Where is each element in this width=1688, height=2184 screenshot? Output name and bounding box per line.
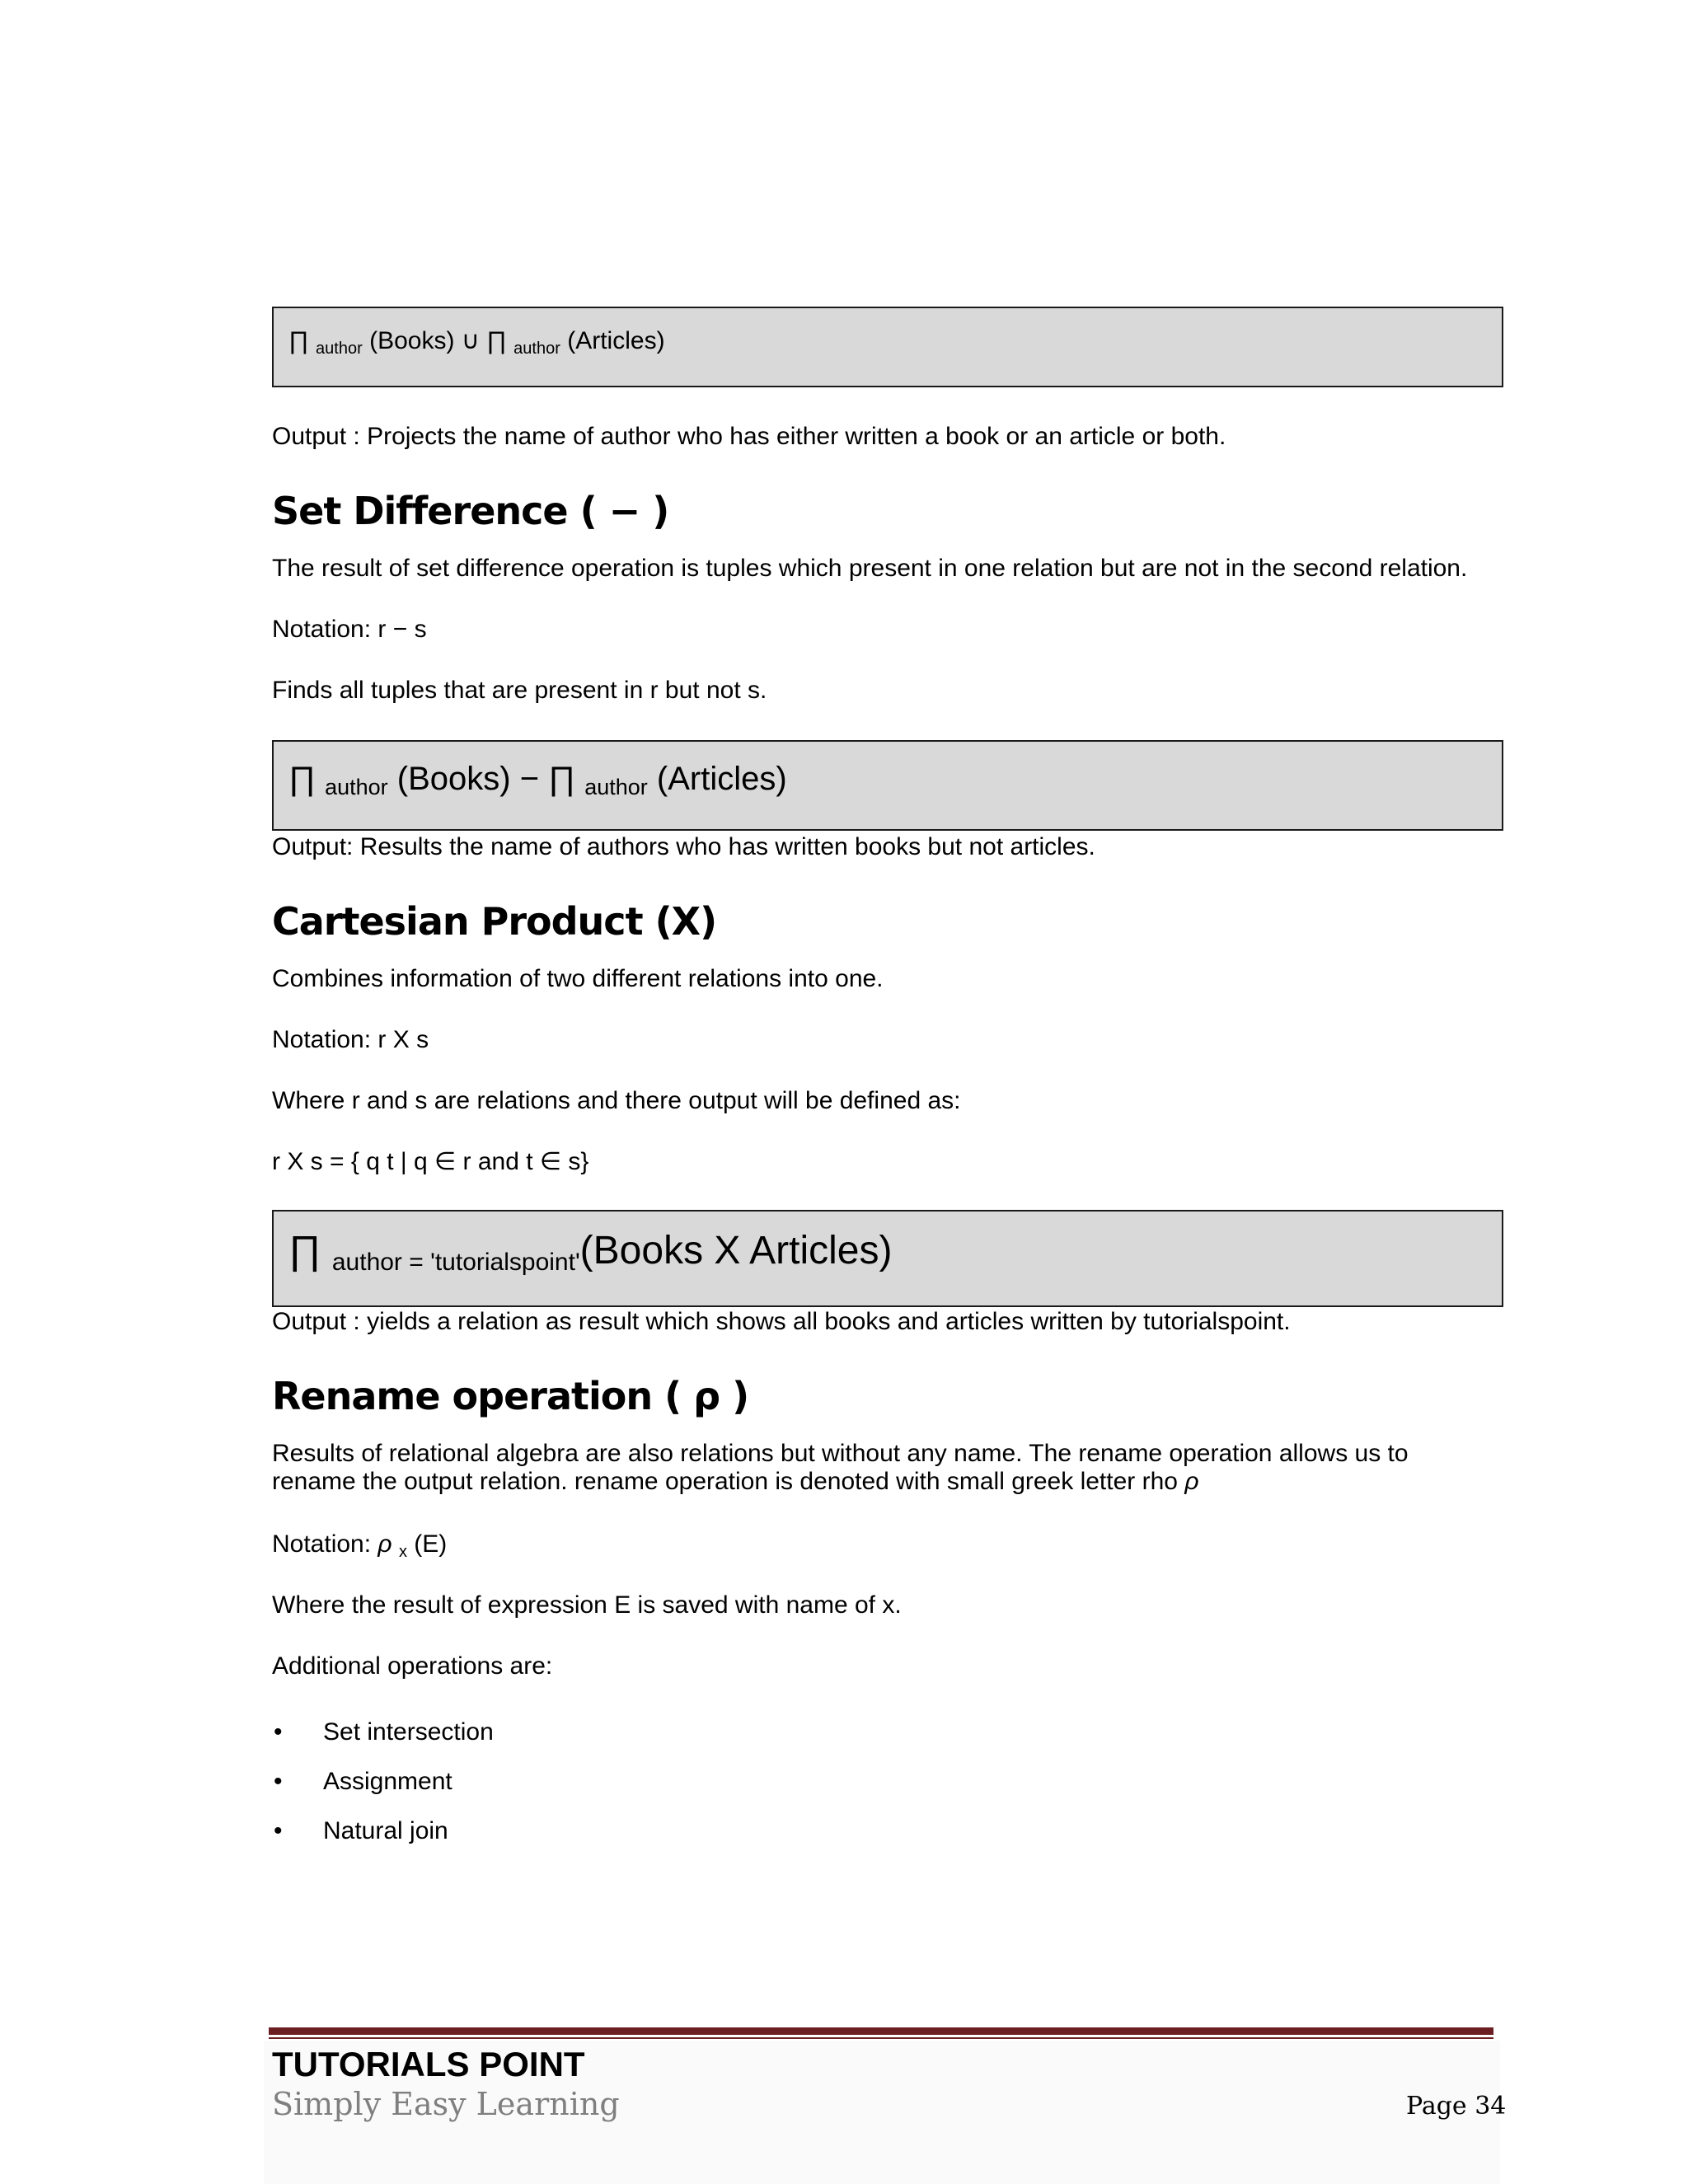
expression-box-cartesian [272,1210,1503,1307]
union-expression [288,326,665,359]
subscript-author: author [513,340,560,358]
rename-where: Where the result of expression E is saved with name of x. [272,1591,902,1619]
notation-argument: (E) [414,1530,448,1558]
list-item-label: Assignment [323,1768,452,1795]
pi-symbol: ∏ [288,327,309,354]
notation-label: Notation: [272,1530,372,1558]
expression-box-union [272,307,1503,387]
cartesian-description: Combines information of two different relations into one. [272,965,884,992]
relation-articles: (Articles) [656,761,787,797]
bullet-icon: • [274,1817,283,1844]
additional-operations-intro: Additional operations are: [272,1652,553,1680]
set-difference-notation: Notation: r − s [272,616,427,643]
subscript-author: author [316,340,363,358]
subscript-author: author [584,775,648,799]
relation-books: (Books) [396,761,511,797]
bullet-icon: • [274,1768,283,1795]
rho-symbol: ρ [377,1530,392,1558]
subscript-selection: author = 'tutorialspoint' [331,1249,580,1276]
footer-tagline: Simply Easy Learning [272,2086,620,2122]
rho-symbol: ρ [1184,1468,1199,1495]
expression-box-difference [272,740,1503,831]
cartesian-where: Where r and s are relations and there output will be defined as: [272,1087,961,1114]
rename-description-text: rename the output relation. rename operation is denoted with small greek letter rho [272,1468,1178,1495]
footer-rule [269,2027,1493,2035]
set-difference-finds: Finds all tuples that are present in r but not s. [272,677,767,704]
footer-brand: TUTORIALS POINT [272,2045,585,2083]
bullet-icon: • [274,1718,283,1746]
minus-operator: − [519,761,540,797]
relation-books: (Books) [369,327,455,354]
union-output: Output : Projects the name of author who has either written a book or an article or both. [272,423,1226,450]
relation-articles: (Articles) [567,327,665,354]
rename-description-line2 [272,1467,1199,1497]
relation-product: (Books X Articles) [579,1229,893,1272]
rename-notation [272,1530,447,1562]
cartesian-definition: r X s = { q t | q ∈ r and t ∈ s} [272,1148,589,1175]
page-number: Page 34 [1406,2092,1507,2121]
subscript-x: x [398,1543,407,1561]
cartesian-output: Output : yields a relation as result which shows all books and articles written by tutorialspoint. [272,1308,1291,1335]
list-item-label: Natural join [323,1817,448,1844]
union-operator: ∪ [461,327,480,354]
pi-symbol: ∏ [288,1229,321,1272]
cartesian-expression [288,1228,892,1279]
heading-cartesian-product: Cartesian Product (X) [272,899,717,944]
list-item-label: Set intersection [323,1718,494,1746]
set-difference-output: Output: Results the name of authors who has written books but not articles. [272,833,1095,860]
rename-description-line1: Results of relational algebra are also relations but without any name. The rename operation allows us to [272,1440,1409,1467]
heading-rename-operation: Rename operation ( ρ ) [272,1374,749,1418]
difference-expression [288,758,787,803]
footer-rule-thin [269,2037,1493,2039]
subscript-author: author [325,775,388,799]
pi-symbol: ∏ [486,327,507,354]
pi-symbol: ∏ [548,761,576,797]
pi-symbol: ∏ [288,761,316,797]
cartesian-notation: Notation: r X s [272,1026,429,1053]
set-difference-description: The result of set difference operation is tuples which present in one relation but are not in the second relation. [272,555,1468,582]
heading-set-difference: Set Difference ( − ) [272,489,669,533]
